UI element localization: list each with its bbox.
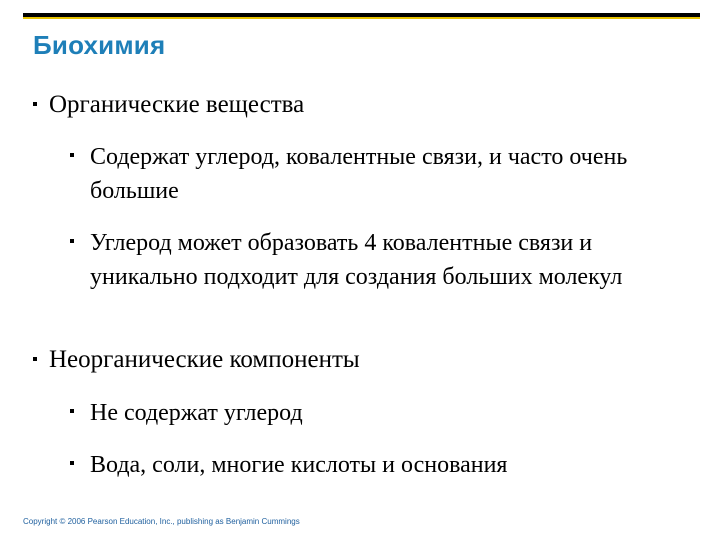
sub-bullet-organic-2 — [90, 226, 670, 294]
bullet-inorganic — [49, 343, 689, 377]
sub-bullet-text: Содержат углерод, ковалентные связи, и часто очень большие — [90, 144, 628, 204]
sub-bullet-text: Углерод может образовать 4 ковалентные связи и уникально подходит для создания больших молекул — [90, 230, 623, 290]
bullet-marker-icon — [70, 461, 74, 465]
sub-bullet-text: Вода, соли, многие кислоты и основания — [90, 452, 508, 478]
sub-bullet-organic-1 — [90, 140, 670, 208]
bullet-marker-icon — [33, 357, 37, 361]
bullet-text: Неорганические компоненты — [49, 346, 360, 373]
sub-bullet-inorganic-2 — [90, 448, 670, 482]
bullet-marker-icon — [70, 409, 74, 413]
slide-title: Биохимия — [33, 30, 166, 60]
bullet-text: Органические вещества — [49, 91, 305, 118]
title-rule — [23, 13, 700, 19]
sub-bullet-text: Не содержат углерод — [90, 400, 303, 426]
sub-bullet-inorganic-1 — [90, 396, 670, 430]
bullet-organic — [49, 88, 689, 122]
bullet-marker-icon — [70, 239, 74, 243]
bullet-marker-icon — [33, 102, 37, 106]
bullet-marker-icon — [70, 153, 74, 157]
copyright-footer: Copyright © 2006 Pearson Education, Inc., publishing as Benjamin Cummings — [23, 517, 300, 526]
